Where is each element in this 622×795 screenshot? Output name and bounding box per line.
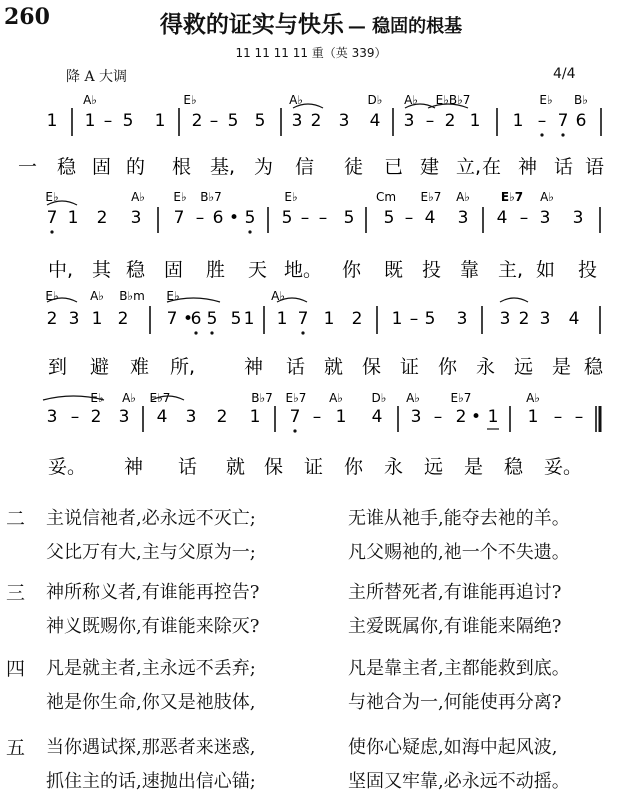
note: 1 [527, 407, 539, 427]
chord-symbol: E♭7 [149, 391, 171, 405]
lyric-word: 主, [498, 259, 524, 281]
note: 3 [130, 208, 142, 228]
lyric-word: 你 [344, 456, 364, 478]
verse-line-left: 神所称义者,有谁能再控告? [46, 582, 260, 603]
note: 1 [487, 407, 499, 427]
octave-dot [561, 133, 564, 136]
note: • [470, 407, 482, 427]
note: 1 [67, 208, 79, 228]
lyric-word: 保 [264, 456, 284, 478]
chord-symbol: D♭ [371, 391, 387, 405]
note: – [519, 208, 529, 228]
lyric-word: 稳 [504, 456, 524, 478]
note: 3 [456, 309, 468, 329]
lyric-word: 就 [226, 456, 246, 478]
verse-line-left: 抓住主的话,速抛出信心锚; [46, 771, 256, 792]
verse-line-right: 与祂合为一,何能使再分离? [348, 692, 562, 713]
lyric-word: 天 [248, 259, 268, 281]
lyric-word: 既 [384, 259, 404, 281]
note: 3 [457, 208, 469, 228]
note: 2 [310, 111, 322, 131]
lyric-word: 远 [424, 456, 444, 478]
chord-symbol: A♭ [131, 190, 145, 204]
lyric-word: 是 [552, 356, 572, 378]
lyric-word: 根 [172, 156, 192, 178]
note: – [70, 407, 80, 427]
note: 1 [91, 309, 103, 329]
note: – [300, 208, 310, 228]
lyric-word: 稳 [126, 259, 146, 281]
note: 1 [84, 111, 96, 131]
lyric-word: 其 [92, 259, 112, 281]
chord-symbol: E♭ [173, 190, 187, 204]
verse-line-right: 主爱既属你,有谁能来隔绝? [348, 616, 562, 637]
note: – [195, 208, 205, 228]
lyric-word: 稳 [57, 156, 77, 178]
chord-symbol: A♭ [90, 289, 104, 303]
verse-line-right: 使你心疑虑,如海中起风波, [348, 737, 558, 758]
lyric-word: 的 [126, 156, 146, 178]
lyric-word: 信 [295, 156, 315, 178]
verse-line-left: 凡是就主者,主永远不丢弃; [46, 658, 256, 679]
key-signature: 降 A 大调 [66, 69, 128, 85]
verse-line-right: 主所替死者,有谁能再追讨? [348, 582, 562, 603]
chord-symbol: A♭ [271, 289, 285, 303]
note: 4 [496, 208, 508, 228]
meter-line: 11 11 11 11 重（英 339） [235, 46, 387, 60]
note: 5 [122, 111, 134, 131]
note: 1 [249, 407, 261, 427]
hymn-number: 260 [4, 4, 50, 30]
time-signature: 4/4 [553, 66, 576, 82]
note: 5 [281, 208, 293, 228]
chord-symbol: E♭ [539, 93, 553, 107]
note: 5 [206, 309, 218, 329]
lyric-word: 保 [362, 356, 382, 378]
chord-symbol: Cm [375, 190, 397, 204]
lyric-word: 所, [170, 356, 196, 378]
note: 2 [444, 111, 456, 131]
note: 5 [254, 111, 266, 131]
note: 2 [351, 309, 363, 329]
chord-symbol: E♭ [45, 190, 59, 204]
octave-dot [301, 331, 304, 334]
note: 7 [166, 309, 178, 329]
note: 2 [96, 208, 108, 228]
note: 1 [154, 111, 166, 131]
note: 1 [46, 111, 58, 131]
note: 2 [455, 407, 467, 427]
chord-symbol: A♭ [404, 93, 418, 107]
note: – [312, 407, 322, 427]
lyric-word: 证 [304, 456, 324, 478]
note: 3 [499, 309, 511, 329]
lyric-word: 就 [324, 356, 344, 378]
note: • [182, 309, 194, 329]
note: 4 [424, 208, 436, 228]
lyric-word: 如 [536, 259, 556, 281]
stanza-number: 四 [6, 658, 26, 680]
chord-symbol: B♭7 [200, 190, 222, 204]
chord-symbol: A♭ [289, 93, 303, 107]
lyric-word: 到 [48, 356, 68, 378]
chord-symbol: A♭ [122, 391, 136, 405]
octave-dot [210, 331, 213, 334]
chord-symbol: E♭7 [420, 190, 442, 204]
lyric-word: 投 [422, 259, 442, 281]
lyric-word: 徒 [344, 156, 364, 178]
chord-symbol: B♭ [574, 93, 588, 107]
verse-line-right: 无谁从祂手,能夺去祂的羊。 [348, 508, 570, 529]
octave-dot [194, 331, 197, 334]
verse-line-left: 神义既赐你,有谁能来除灭? [46, 616, 260, 637]
lyric-word: 固 [92, 156, 112, 178]
hymn-subtitle: — 稳固的根基 [347, 16, 463, 37]
note: 6 [190, 309, 202, 329]
slur [500, 298, 528, 302]
note: 5 [424, 309, 436, 329]
note: 1 [243, 309, 255, 329]
octave-dot [540, 133, 543, 136]
verse-line-left: 当你遇试探,那恶者来迷惑, [46, 737, 256, 758]
note: 5 [230, 309, 242, 329]
note: 4 [568, 309, 580, 329]
chord-symbol: E♭ [45, 289, 59, 303]
lyric-word: 建 [420, 156, 440, 178]
lyric-word: 妥。 [48, 456, 87, 478]
chord-symbol: B♭m [119, 289, 145, 303]
note: 7 [289, 407, 301, 427]
note: – [433, 407, 443, 427]
lyric-word: 难 [130, 356, 150, 378]
verse-line-left: 主说信祂者,必永远不灭亡; [46, 508, 256, 529]
note: 4 [156, 407, 168, 427]
verse-line-left: 祂是你生命,你又是祂肢体, [46, 692, 256, 713]
lyric-word: 立, [456, 156, 482, 178]
note: – [318, 208, 328, 228]
note: – [553, 407, 563, 427]
note: 3 [572, 208, 584, 228]
lyric-word: 你 [342, 259, 362, 281]
note: 4 [369, 111, 381, 131]
verse-line-left: 父比万有大,主与父原为一; [46, 542, 256, 563]
note: – [209, 111, 219, 131]
note: 5 [343, 208, 355, 228]
chord-symbol: A♭ [406, 391, 420, 405]
lyric-word: 靠 [460, 259, 480, 281]
note: 6 [575, 111, 587, 131]
lyric-word: 在 [482, 156, 502, 178]
lyric-word: 避 [90, 356, 110, 378]
lyric-word: 远 [514, 356, 534, 378]
lyric-word: 已 [384, 156, 404, 178]
note: 3 [410, 407, 422, 427]
note: – [537, 111, 547, 131]
lyric-word: 中, [48, 259, 74, 281]
chord-symbol: E♭7 [285, 391, 307, 405]
chord-symbol: E♭B♭7 [435, 93, 471, 107]
note: 3 [68, 309, 80, 329]
octave-dot [50, 230, 53, 233]
chord-symbol: E♭7 [450, 391, 472, 405]
lyric-word: 神 [124, 456, 144, 478]
chord-symbol: A♭ [456, 190, 470, 204]
note: 1 [512, 111, 524, 131]
lyric-word: 神 [244, 356, 264, 378]
note: 3 [403, 111, 415, 131]
verse-line-right: 凡父赐祂的,祂一个不失遗。 [348, 542, 570, 563]
note: – [404, 208, 414, 228]
lyric-word: 一 [18, 156, 38, 178]
chord-symbol: E♭ [284, 190, 298, 204]
chord-symbol: A♭ [526, 391, 540, 405]
chord-symbol: A♭ [83, 93, 97, 107]
note: – [409, 309, 419, 329]
chord-symbol: E♭ [90, 391, 104, 405]
lyric-word: 胜 [206, 259, 226, 281]
lyric-word: 稳 [584, 356, 604, 378]
note: 5 [227, 111, 239, 131]
note: 5 [244, 208, 256, 228]
lyric-word: 神 [518, 156, 538, 178]
lyric-word: 固 [164, 259, 184, 281]
stanza-number: 五 [6, 737, 26, 759]
note: 3 [185, 407, 197, 427]
note: 3 [46, 407, 58, 427]
note: 1 [469, 111, 481, 131]
note: 2 [46, 309, 58, 329]
note: 3 [539, 208, 551, 228]
lyric-word: 妥。 [544, 456, 583, 478]
chord-symbol: B♭7 [251, 391, 273, 405]
lyric-word: 基, [210, 156, 236, 178]
lyric-word: 话 [178, 456, 198, 478]
note: 7 [46, 208, 58, 228]
note: 1 [323, 309, 335, 329]
note: 2 [90, 407, 102, 427]
lyric-word: 为 [254, 156, 274, 178]
note: 7 [173, 208, 185, 228]
stanza-number: 三 [6, 582, 26, 604]
verse-line-right: 凡是靠主者,主都能救到底。 [348, 658, 570, 679]
lyric-word: 话 [554, 156, 574, 178]
note: – [574, 407, 584, 427]
note: 1 [335, 407, 347, 427]
lyric-word: 话 [286, 356, 306, 378]
lyric-word: 你 [438, 356, 458, 378]
chord-symbol: E♭ [166, 289, 180, 303]
note: 6 [212, 208, 224, 228]
hymn-title: 得救的证实与快乐 [159, 11, 344, 38]
note: 4 [371, 407, 383, 427]
note: • [228, 208, 240, 228]
note: – [425, 111, 435, 131]
note: 7 [557, 111, 569, 131]
octave-dot [293, 429, 296, 432]
lyric-word: 证 [400, 356, 420, 378]
lyric-word: 投 [578, 259, 598, 281]
chord-symbol: A♭ [329, 391, 343, 405]
lyric-word: 永 [384, 456, 404, 478]
note: 2 [518, 309, 530, 329]
chord-symbol: E♭7 [500, 190, 524, 204]
note: – [103, 111, 113, 131]
chord-symbol: A♭ [540, 190, 554, 204]
note: 2 [216, 407, 228, 427]
note: 2 [117, 309, 129, 329]
note: 1 [391, 309, 403, 329]
lyric-word: 永 [476, 356, 496, 378]
note: 3 [338, 111, 350, 131]
verse-line-right: 坚固又牢靠,必永远不动摇。 [348, 771, 570, 792]
lyric-word: 语 [585, 156, 605, 178]
note: 3 [291, 111, 303, 131]
note: 7 [297, 309, 309, 329]
chord-symbol: D♭ [367, 93, 383, 107]
note: 3 [539, 309, 551, 329]
note: 3 [118, 407, 130, 427]
octave-dot [248, 230, 251, 233]
lyric-word: 地。 [284, 259, 323, 281]
stanza-number: 二 [6, 508, 26, 530]
note: 2 [191, 111, 203, 131]
lyric-word: 是 [464, 456, 484, 478]
note: 1 [276, 309, 288, 329]
note: 5 [383, 208, 395, 228]
chord-symbol: E♭ [183, 93, 197, 107]
